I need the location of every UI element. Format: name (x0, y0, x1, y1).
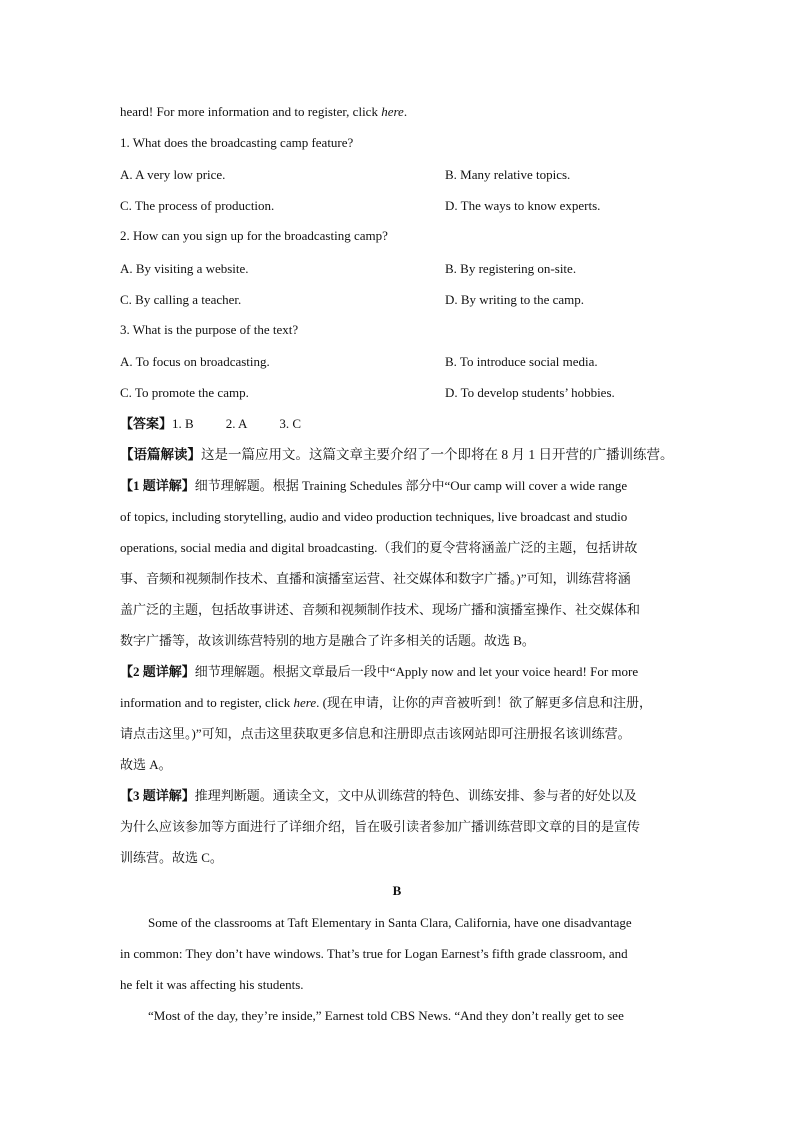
q2-option-b: B. By registering on-site. (445, 261, 577, 276)
q3-option-d: D. To develop students’ hobbies. (445, 385, 615, 400)
section-b-para1-line1: Some of the classrooms at Taft Elementary in Santa Clara, California, have one disadvantage (148, 915, 632, 930)
passage-summary (120, 445, 674, 465)
q2-explain-line-4: 故选 A。 (120, 757, 172, 772)
q3-explain-label: 【3 题详解】 (120, 788, 195, 803)
q1-explain-text-1: 细节理解题。根据 Training Schedules 部分中“Our camp will cover a wide range (194, 478, 628, 493)
q1-explain-line-4: 事、音频和视频制作技术、直播和演播室运营、社交媒体和数字广播。)”可知，训练营将涵 (120, 571, 631, 586)
q2-explain-line-1 (120, 662, 638, 682)
q3-option-c: C. To promote the camp. (120, 385, 249, 400)
question-3-stem: 3. What is the purpose of the text? (120, 322, 299, 337)
intro-period: . (403, 104, 408, 119)
answer-3: 3. C (279, 416, 302, 431)
q2-option-c: C. By calling a teacher. (120, 292, 242, 307)
here-link[interactable]: here (381, 104, 404, 119)
q1-option-b: B. Many relative topics. (445, 167, 571, 182)
q1-explain-line-6: 数字广播等，故该训练营特别的地方是融合了许多相关的话题。故选 B。 (120, 633, 535, 648)
answer-2: 2. A (225, 416, 248, 431)
q3-explain-line-1 (120, 786, 637, 806)
q2-explain-line-2 (120, 693, 652, 713)
q1-option-d: D. The ways to know experts. (445, 198, 601, 213)
question-2-stem: 2. How can you sign up for the broadcasting camp? (120, 228, 388, 243)
question-1-stem: 1. What does the broadcasting camp feature? (120, 135, 354, 150)
q1-option-c: C. The process of production. (120, 198, 275, 213)
q2-option-a: A. By visiting a website. (120, 261, 249, 276)
q1-explain-label: 【1 题详解】 (120, 478, 195, 493)
q1-explain-line-5: 盖广泛的主题，包括故事讲述、音频和视频制作技术、现场广播和演播室操作、社交媒体和 (120, 602, 641, 617)
section-b-para1-line3: he felt it was affecting his students. (120, 977, 304, 992)
answer-label: 【答案】 (120, 416, 173, 431)
q3-explain-line-3: 训练营。故选 C。 (120, 850, 223, 865)
q2-explain-text-1: 细节理解题。根据文章最后一段中“Apply now and let your voice heard! For more (194, 664, 639, 679)
q2-option-d: D. By writing to the camp. (445, 292, 585, 307)
q1-option-a: A. A very low price. (120, 167, 226, 182)
section-b-para2-line1: “Most of the day, they’re inside,” Earnest told CBS News. “And they don’t really get to see (148, 1008, 624, 1023)
summary-label: 【语篇解读】 (120, 447, 201, 462)
here-link-quoted: here (293, 695, 317, 710)
section-b-heading: B (392, 883, 402, 898)
q2-explain-line-3: 请点击这里。)”可知，点击这里获取更多信息和注册即点击该网站即可注册报名该训练营。 (120, 726, 631, 741)
q3-explain-text-1: 推理判断题。通读全文，文中从训练营的特色、训练安排、参与者的好处以及 (194, 788, 637, 803)
summary-text: 这是一篇应用文。这篇文章主要介绍了一个即将在 8 月 1 日开营的广播训练营。 (201, 447, 674, 462)
q1-explain-line-1 (120, 476, 627, 496)
q3-option-b: B. To introduce social media. (445, 354, 598, 369)
answer-1: 1. B (172, 416, 194, 431)
q2-explain-text-2: information and to register, click (120, 695, 294, 710)
intro-line (120, 102, 407, 122)
q1-explain-line-3: operations, social media and digital broadcasting.（我们的夏令营将涵盖广泛的主题，包括讲故 (120, 540, 638, 555)
answer-line (120, 414, 301, 434)
intro-text: heard! For more information and to register, click (120, 104, 382, 119)
section-b-para1-line2: in common: They don’t have windows. That’s true for Logan Earnest’s fifth grade classroom, and (120, 946, 628, 961)
q3-option-a: A. To focus on broadcasting. (120, 354, 270, 369)
q2-explain-text-2b: . (现在申请，让你的声音被听到！欲了解更多信息和注册， (316, 695, 652, 710)
q2-explain-label: 【2 题详解】 (120, 664, 195, 679)
q1-explain-line-2: of topics, including storytelling, audio and video production techniques, live broadcast and studio (120, 509, 628, 524)
q3-explain-line-2: 为什么应该参加等方面进行了详细介绍，旨在吸引读者参加广播训练营即文章的目的是宣传 (120, 819, 641, 834)
